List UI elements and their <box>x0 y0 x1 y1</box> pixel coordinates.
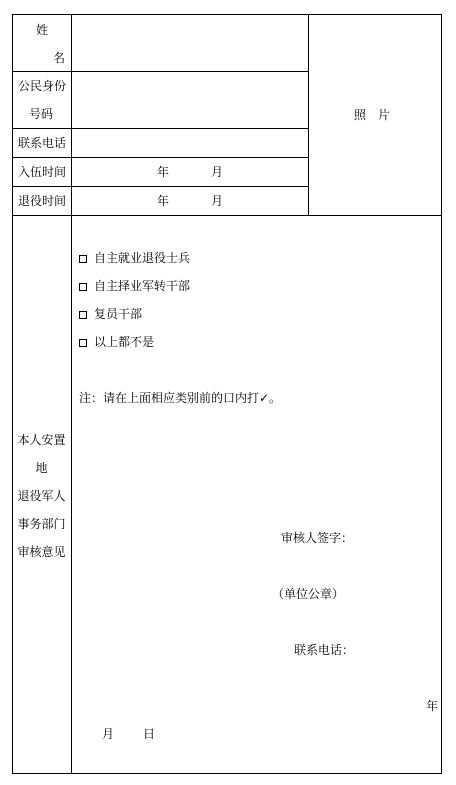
enlist-year-word: 年 <box>157 165 170 179</box>
option-label: 复员干部 <box>94 307 143 321</box>
name-field[interactable] <box>73 16 307 70</box>
review-side-label-line4: 事务部门 <box>17 517 66 531</box>
id-number-label-line1: 公民身份 <box>18 79 67 93</box>
photo-label: 照 片 <box>354 108 391 122</box>
row-divider-2 <box>12 128 309 129</box>
checkbox[interactable] <box>79 255 87 263</box>
date-month-word: 月 <box>102 727 115 741</box>
option-self-employed-officer[interactable] <box>79 279 190 293</box>
review-side-label-line5: 审核意见 <box>17 545 66 559</box>
unit-seal-label: （单位公章） <box>272 587 345 601</box>
phone-field[interactable] <box>73 130 307 156</box>
row-divider-3 <box>12 157 309 158</box>
checkbox[interactable] <box>79 339 87 347</box>
date-day-word: 日 <box>143 727 156 741</box>
date-year-word: 年 <box>426 699 439 713</box>
review-side-label-line2: 地 <box>35 461 48 475</box>
checkbox[interactable] <box>79 311 87 319</box>
option-label: 以上都不是 <box>94 335 155 349</box>
contact-phone-label: 联系电话： <box>294 643 355 657</box>
name-label-line2: 名 <box>53 51 66 65</box>
enlist-month-word: 月 <box>211 165 224 179</box>
retire-date-label: 退役时间 <box>18 194 67 208</box>
review-side-label-line3: 退役军人 <box>17 489 66 503</box>
enlist-date-label: 入伍时间 <box>18 165 67 179</box>
option-label: 自主就业退役士兵 <box>94 251 191 265</box>
option-none[interactable] <box>79 335 154 349</box>
reviewer-signature-label: 审核人签字： <box>281 531 354 545</box>
review-side-label-line1: 本人安置 <box>17 433 66 447</box>
row-divider-1 <box>12 71 309 72</box>
id-number-field[interactable] <box>73 73 307 127</box>
phone-label: 联系电话 <box>18 136 67 150</box>
instruction-note: 注：请在上面相应类别前的口内打✓。 <box>79 391 282 405</box>
row-divider-5 <box>12 215 442 216</box>
retire-year-word: 年 <box>157 194 170 208</box>
retire-month-word: 月 <box>211 194 224 208</box>
option-label: 自主择业军转干部 <box>94 279 191 293</box>
option-demobilized-cadre[interactable] <box>79 307 142 321</box>
option-self-employed-soldier[interactable] <box>79 251 190 265</box>
checkbox[interactable] <box>79 283 87 291</box>
row-divider-4 <box>12 186 309 187</box>
name-label-line1: 姓 <box>36 23 49 37</box>
id-number-label-line2: 号码 <box>29 107 54 121</box>
